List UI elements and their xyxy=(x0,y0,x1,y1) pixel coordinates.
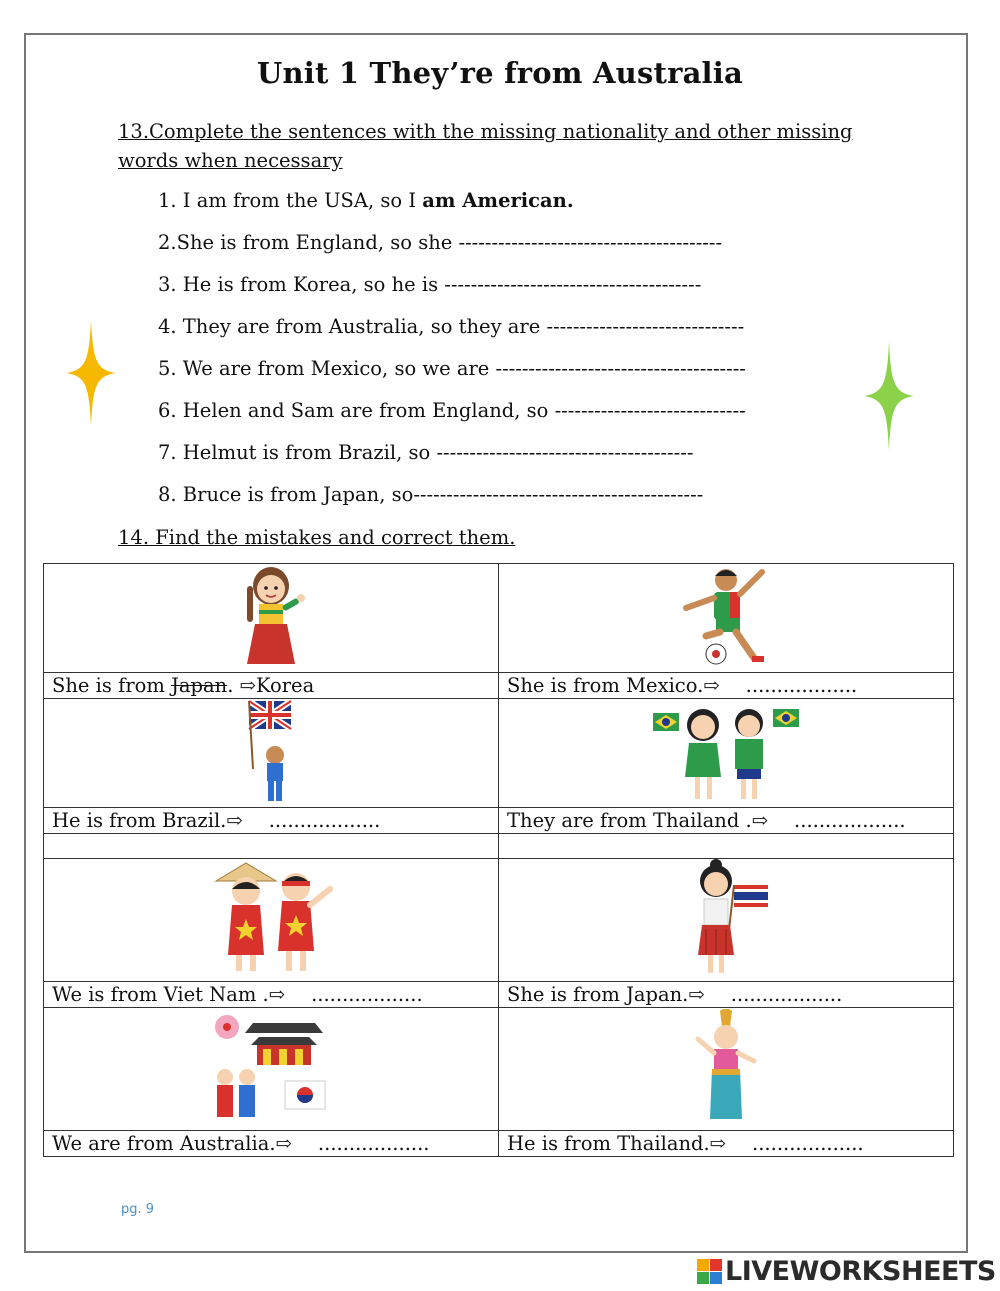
picture-cell-vietnam-kids xyxy=(44,859,499,982)
sentence-8: 8. Bruce is from Japan, so-------------------------------------------- xyxy=(158,483,704,506)
caption-row-4-right: He is from Thailand.⇨ .................. xyxy=(499,1131,954,1157)
corrections-table xyxy=(43,563,954,1157)
liveworksheets-logo[interactable] xyxy=(697,1256,996,1286)
picture-cell-thai-girl xyxy=(499,859,954,982)
vietnamese-kids-icon xyxy=(206,859,336,977)
sentence-3: 3. He is from Korea, so he is --------------------------------------- xyxy=(158,273,702,296)
korea-collage-icon xyxy=(211,1009,331,1125)
caption-row-2-left: He is from Brazil.⇨ .................. xyxy=(44,808,499,834)
mexican-soccer-boy-icon xyxy=(676,564,776,668)
caption-row-3-right: She is from Japan.⇨ .................. xyxy=(499,982,954,1008)
exercise-13-instruction: 13.Complete the sentences with the missing nationality and other missing words when necessary xyxy=(118,120,853,172)
answer-blank[interactable]: .................. xyxy=(268,809,381,832)
answer-blank[interactable]: .................. xyxy=(730,983,843,1006)
caption-row-4-left: We are from Australia.⇨ .................. xyxy=(44,1131,499,1157)
sentence-7: 7. Helmut is from Brazil, so --------------------------------------- xyxy=(158,441,694,464)
caption-row-1-left: She is from Japan. ⇨Korea xyxy=(44,673,499,699)
picture-cell-korea-collage xyxy=(44,1008,499,1131)
worksheet-title: Unit 1 They’re from Australia xyxy=(257,56,743,90)
caption-row-2-right: They are from Thailand .⇨ .................. xyxy=(499,808,954,834)
answer-blank[interactable]: .................. xyxy=(317,1132,430,1155)
yellow-star-icon xyxy=(66,320,116,426)
spacer-cell xyxy=(499,834,954,859)
picture-cell-brazil-kids xyxy=(499,699,954,808)
answer-blank[interactable]: .................. xyxy=(752,1132,864,1155)
green-star-icon xyxy=(864,342,914,450)
boy-with-uk-flag-icon xyxy=(241,699,301,803)
answer-blank[interactable]: .................. xyxy=(794,809,906,832)
exercise-14-instruction: 14. Find the mistakes and correct them. xyxy=(118,526,516,549)
sentence-2: 2.She is from England, so she ---------------------------------------- xyxy=(158,231,723,254)
sentence-5: 5. We are from Mexico, so we are -------------------------------------- xyxy=(158,357,746,380)
picture-cell-boy-uk-flag xyxy=(44,699,499,808)
sentence-1: 1. I am from the USA, so I am American. xyxy=(158,189,574,212)
brazilian-kids-icon xyxy=(651,699,801,803)
logo-text: LIVEWORKSHEETS xyxy=(725,1255,996,1287)
sentence-1-answer: am American. xyxy=(422,189,574,212)
page-number: pg. 9 xyxy=(121,1202,155,1217)
thai-dancer-icon xyxy=(686,1009,766,1125)
girl-with-thai-flag-icon xyxy=(676,859,776,977)
logo-mark-icon xyxy=(697,1259,722,1284)
spacer-cell xyxy=(44,834,499,859)
struck-word: Japan xyxy=(171,674,228,697)
sentence-6: 6. Helen and Sam are from England, so ----------------------------- xyxy=(158,399,746,422)
picture-cell-thai-dancer xyxy=(499,1008,954,1131)
picture-cell-korean-girl xyxy=(44,564,499,673)
answer-blank[interactable]: .................. xyxy=(745,674,858,697)
answer-blank[interactable]: .................. xyxy=(311,983,423,1006)
picture-cell-soccer-boy xyxy=(499,564,954,673)
caption-row-1-right: She is from Mexico.⇨ .................. xyxy=(499,673,954,699)
caption-row-3-left: We is from Viet Nam .⇨ .................. xyxy=(44,982,499,1008)
sentence-4: 4. They are from Australia, so they are ------------------------------ xyxy=(158,315,745,338)
korean-girl-icon xyxy=(231,564,311,668)
